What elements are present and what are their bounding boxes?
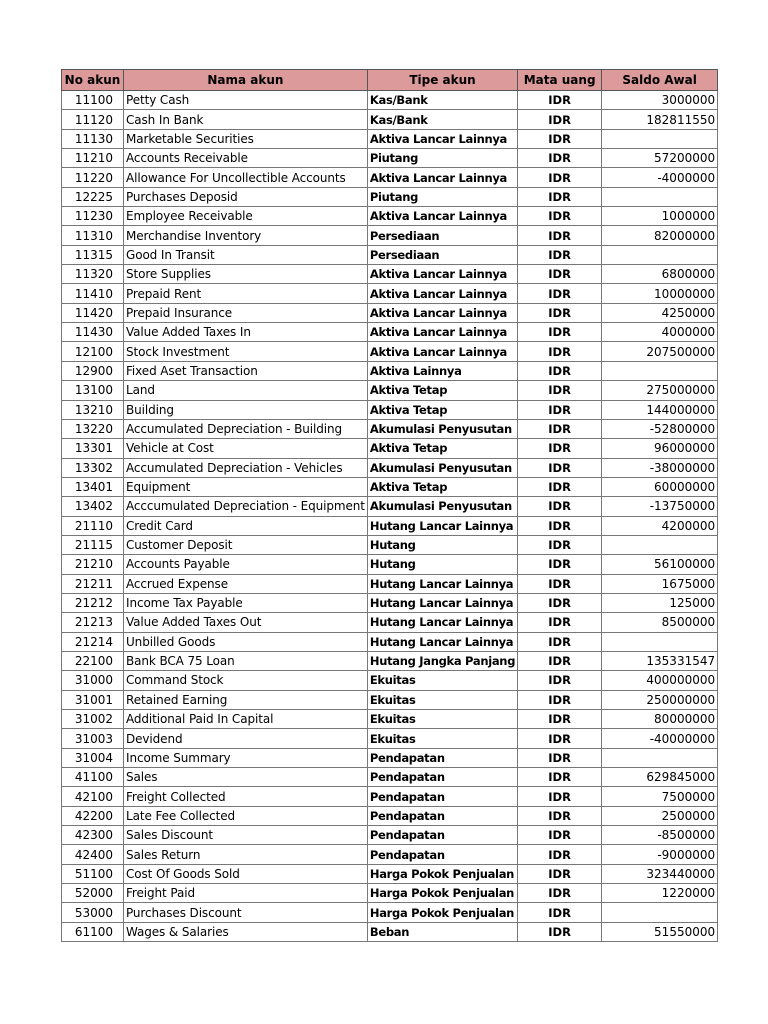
cell-tipe-akun: Aktiva Lancar Lainnya	[367, 323, 517, 342]
cell-saldo-awal: 629845000	[602, 768, 718, 787]
cell-nama-akun: Land	[124, 381, 368, 400]
cell-nama-akun: Employee Receivable	[124, 207, 368, 226]
cell-saldo-awal: 250000000	[602, 690, 718, 709]
cell-tipe-akun: Pendapatan	[367, 845, 517, 864]
cell-nama-akun: Merchandise Inventory	[124, 226, 368, 245]
cell-mata-uang: IDR	[518, 419, 602, 438]
cell-tipe-akun: Hutang	[367, 535, 517, 554]
cell-no-akun: 11210	[62, 149, 124, 168]
cell-mata-uang: IDR	[518, 149, 602, 168]
cell-mata-uang: IDR	[518, 671, 602, 690]
cell-nama-akun: Allowance For Uncollectible Accounts	[124, 168, 368, 187]
cell-tipe-akun: Pendapatan	[367, 826, 517, 845]
cell-saldo-awal	[602, 361, 718, 380]
table-row	[62, 632, 718, 651]
cell-saldo-awal: 6800000	[602, 265, 718, 284]
cell-tipe-akun: Persediaan	[367, 245, 517, 264]
cell-no-akun: 52000	[62, 884, 124, 903]
cell-tipe-akun: Akumulasi Penyusutan	[367, 497, 517, 516]
cell-mata-uang: IDR	[518, 690, 602, 709]
table-row	[62, 613, 718, 632]
cell-saldo-awal: 7500000	[602, 787, 718, 806]
cell-tipe-akun: Aktiva Lainnya	[367, 361, 517, 380]
cell-tipe-akun: Aktiva Lancar Lainnya	[367, 129, 517, 148]
cell-nama-akun: Devidend	[124, 729, 368, 748]
table-row	[62, 129, 718, 148]
cell-mata-uang: IDR	[518, 168, 602, 187]
table-body	[62, 91, 718, 942]
table-row	[62, 651, 718, 670]
cell-nama-akun: Additional Paid In Capital	[124, 710, 368, 729]
cell-mata-uang: IDR	[518, 884, 602, 903]
cell-mata-uang: IDR	[518, 400, 602, 419]
cell-tipe-akun: Beban	[367, 922, 517, 941]
header-tipe-akun: Tipe akun	[367, 70, 517, 91]
cell-mata-uang: IDR	[518, 651, 602, 670]
table-row	[62, 91, 718, 110]
cell-mata-uang: IDR	[518, 613, 602, 632]
cell-nama-akun: Unbilled Goods	[124, 632, 368, 651]
cell-tipe-akun: Aktiva Tetap	[367, 400, 517, 419]
header-no-akun: No akun	[62, 70, 124, 91]
cell-saldo-awal: 182811550	[602, 110, 718, 129]
table-row	[62, 826, 718, 845]
cell-mata-uang: IDR	[518, 458, 602, 477]
cell-tipe-akun: Harga Pokok Penjualan	[367, 884, 517, 903]
cell-no-akun: 51100	[62, 864, 124, 883]
cell-saldo-awal	[602, 748, 718, 767]
cell-saldo-awal	[602, 245, 718, 264]
cell-tipe-akun: Hutang Lancar Lainnya	[367, 632, 517, 651]
cell-mata-uang: IDR	[518, 439, 602, 458]
cell-no-akun: 11310	[62, 226, 124, 245]
cell-tipe-akun: Aktiva Lancar Lainnya	[367, 265, 517, 284]
cell-no-akun: 13302	[62, 458, 124, 477]
cell-nama-akun: Purchases Discount	[124, 903, 368, 922]
table-row	[62, 671, 718, 690]
cell-no-akun: 42100	[62, 787, 124, 806]
cell-no-akun: 11230	[62, 207, 124, 226]
cell-saldo-awal: -38000000	[602, 458, 718, 477]
table-row	[62, 245, 718, 264]
cell-tipe-akun: Pendapatan	[367, 787, 517, 806]
cell-nama-akun: Retained Earning	[124, 690, 368, 709]
cell-tipe-akun: Kas/Bank	[367, 110, 517, 129]
cell-no-akun: 31004	[62, 748, 124, 767]
cell-tipe-akun: Persediaan	[367, 226, 517, 245]
cell-nama-akun: Accounts Payable	[124, 555, 368, 574]
cell-saldo-awal	[602, 632, 718, 651]
cell-no-akun: 11420	[62, 303, 124, 322]
table-row	[62, 381, 718, 400]
header-nama-akun: Nama akun	[124, 70, 368, 91]
cell-saldo-awal: 56100000	[602, 555, 718, 574]
cell-no-akun: 12900	[62, 361, 124, 380]
cell-no-akun: 21210	[62, 555, 124, 574]
cell-mata-uang: IDR	[518, 922, 602, 941]
table-row	[62, 748, 718, 767]
cell-saldo-awal: 60000000	[602, 477, 718, 496]
cell-no-akun: 13401	[62, 477, 124, 496]
cell-mata-uang: IDR	[518, 361, 602, 380]
cell-no-akun: 31003	[62, 729, 124, 748]
cell-mata-uang: IDR	[518, 574, 602, 593]
table-row	[62, 149, 718, 168]
cell-mata-uang: IDR	[518, 593, 602, 612]
cell-no-akun: 42300	[62, 826, 124, 845]
cell-tipe-akun: Hutang Lancar Lainnya	[367, 613, 517, 632]
cell-nama-akun: Marketable Securities	[124, 129, 368, 148]
cell-no-akun: 42400	[62, 845, 124, 864]
cell-saldo-awal: -8500000	[602, 826, 718, 845]
table-row	[62, 903, 718, 922]
cell-mata-uang: IDR	[518, 284, 602, 303]
cell-no-akun: 31000	[62, 671, 124, 690]
cell-saldo-awal: 80000000	[602, 710, 718, 729]
header-row	[62, 70, 718, 91]
table-row	[62, 497, 718, 516]
table-row	[62, 806, 718, 825]
cell-tipe-akun: Aktiva Tetap	[367, 439, 517, 458]
cell-saldo-awal	[602, 187, 718, 206]
header-saldo-awal: Saldo Awal	[602, 70, 718, 91]
table-row	[62, 187, 718, 206]
cell-nama-akun: Sales	[124, 768, 368, 787]
cell-tipe-akun: Hutang Lancar Lainnya	[367, 593, 517, 612]
cell-tipe-akun: Harga Pokok Penjualan	[367, 903, 517, 922]
table-row	[62, 922, 718, 941]
cell-saldo-awal: 10000000	[602, 284, 718, 303]
cell-nama-akun: Store Supplies	[124, 265, 368, 284]
header-mata-uang: Mata uang	[518, 70, 602, 91]
table-row	[62, 768, 718, 787]
cell-no-akun: 11410	[62, 284, 124, 303]
cell-no-akun: 13402	[62, 497, 124, 516]
table-row	[62, 361, 718, 380]
cell-mata-uang: IDR	[518, 535, 602, 554]
cell-tipe-akun: Piutang	[367, 149, 517, 168]
cell-nama-akun: Bank BCA 75 Loan	[124, 651, 368, 670]
table-row	[62, 168, 718, 187]
cell-nama-akun: Cost Of Goods Sold	[124, 864, 368, 883]
table-row	[62, 516, 718, 535]
cell-mata-uang: IDR	[518, 129, 602, 148]
table-row	[62, 690, 718, 709]
cell-saldo-awal: 2500000	[602, 806, 718, 825]
cell-mata-uang: IDR	[518, 845, 602, 864]
cell-nama-akun: Freight Paid	[124, 884, 368, 903]
cell-tipe-akun: Akumulasi Penyusutan	[367, 458, 517, 477]
cell-nama-akun: Accrued Expense	[124, 574, 368, 593]
cell-saldo-awal: 4000000	[602, 323, 718, 342]
table-row	[62, 226, 718, 245]
cell-no-akun: 13301	[62, 439, 124, 458]
cell-saldo-awal	[602, 129, 718, 148]
cell-nama-akun: Petty Cash	[124, 91, 368, 110]
cell-mata-uang: IDR	[518, 768, 602, 787]
cell-mata-uang: IDR	[518, 303, 602, 322]
cell-no-akun: 13210	[62, 400, 124, 419]
cell-nama-akun: Credit Card	[124, 516, 368, 535]
table-row	[62, 400, 718, 419]
cell-nama-akun: Sales Discount	[124, 826, 368, 845]
cell-mata-uang: IDR	[518, 729, 602, 748]
cell-nama-akun: Purchases Deposid	[124, 187, 368, 206]
cell-tipe-akun: Aktiva Tetap	[367, 477, 517, 496]
cell-nama-akun: Income Tax Payable	[124, 593, 368, 612]
cell-tipe-akun: Aktiva Lancar Lainnya	[367, 284, 517, 303]
cell-saldo-awal: 207500000	[602, 342, 718, 361]
cell-no-akun: 21214	[62, 632, 124, 651]
cell-nama-akun: Accounts Receivable	[124, 149, 368, 168]
cell-nama-akun: Vehicle at Cost	[124, 439, 368, 458]
table-row	[62, 729, 718, 748]
cell-no-akun: 13220	[62, 419, 124, 438]
cell-mata-uang: IDR	[518, 710, 602, 729]
cell-tipe-akun: Aktiva Lancar Lainnya	[367, 207, 517, 226]
cell-mata-uang: IDR	[518, 748, 602, 767]
cell-tipe-akun: Aktiva Lancar Lainnya	[367, 303, 517, 322]
table-row	[62, 787, 718, 806]
cell-no-akun: 61100	[62, 922, 124, 941]
cell-nama-akun: Accumulated Depreciation - Building	[124, 419, 368, 438]
cell-mata-uang: IDR	[518, 381, 602, 400]
table-row	[62, 710, 718, 729]
cell-mata-uang: IDR	[518, 245, 602, 264]
cell-nama-akun: Wages & Salaries	[124, 922, 368, 941]
cell-saldo-awal: 1000000	[602, 207, 718, 226]
cell-mata-uang: IDR	[518, 903, 602, 922]
table-row	[62, 284, 718, 303]
cell-mata-uang: IDR	[518, 806, 602, 825]
cell-no-akun: 11220	[62, 168, 124, 187]
cell-tipe-akun: Akumulasi Penyusutan	[367, 419, 517, 438]
cell-no-akun: 11120	[62, 110, 124, 129]
cell-tipe-akun: Ekuitas	[367, 710, 517, 729]
cell-saldo-awal: -52800000	[602, 419, 718, 438]
cell-nama-akun: Fixed Aset Transaction	[124, 361, 368, 380]
cell-nama-akun: Cash In Bank	[124, 110, 368, 129]
cell-saldo-awal	[602, 903, 718, 922]
cell-tipe-akun: Hutang Jangka Panjang	[367, 651, 517, 670]
cell-mata-uang: IDR	[518, 497, 602, 516]
cell-no-akun: 21115	[62, 535, 124, 554]
cell-no-akun: 11100	[62, 91, 124, 110]
cell-no-akun: 12225	[62, 187, 124, 206]
cell-nama-akun: Late Fee Collected	[124, 806, 368, 825]
cell-saldo-awal: 1675000	[602, 574, 718, 593]
cell-saldo-awal: 96000000	[602, 439, 718, 458]
cell-mata-uang: IDR	[518, 91, 602, 110]
cell-mata-uang: IDR	[518, 826, 602, 845]
cell-saldo-awal: -40000000	[602, 729, 718, 748]
cell-tipe-akun: Pendapatan	[367, 806, 517, 825]
cell-saldo-awal: 3000000	[602, 91, 718, 110]
cell-tipe-akun: Hutang	[367, 555, 517, 574]
cell-tipe-akun: Harga Pokok Penjualan	[367, 864, 517, 883]
cell-no-akun: 22100	[62, 651, 124, 670]
accounts-table	[61, 69, 718, 942]
cell-no-akun: 11430	[62, 323, 124, 342]
cell-saldo-awal: 8500000	[602, 613, 718, 632]
cell-nama-akun: Command Stock	[124, 671, 368, 690]
cell-no-akun: 31002	[62, 710, 124, 729]
cell-nama-akun: Prepaid Rent	[124, 284, 368, 303]
table-row	[62, 477, 718, 496]
table-row	[62, 439, 718, 458]
cell-mata-uang: IDR	[518, 477, 602, 496]
table-row	[62, 864, 718, 883]
cell-no-akun: 13100	[62, 381, 124, 400]
cell-mata-uang: IDR	[518, 110, 602, 129]
table-row	[62, 884, 718, 903]
cell-mata-uang: IDR	[518, 787, 602, 806]
cell-no-akun: 42200	[62, 806, 124, 825]
cell-saldo-awal: 1220000	[602, 884, 718, 903]
cell-saldo-awal: -13750000	[602, 497, 718, 516]
cell-saldo-awal: -9000000	[602, 845, 718, 864]
cell-tipe-akun: Hutang Lancar Lainnya	[367, 516, 517, 535]
cell-mata-uang: IDR	[518, 342, 602, 361]
cell-nama-akun: Value Added Taxes Out	[124, 613, 368, 632]
cell-mata-uang: IDR	[518, 323, 602, 342]
table-row	[62, 593, 718, 612]
cell-tipe-akun: Aktiva Tetap	[367, 381, 517, 400]
cell-tipe-akun: Aktiva Lancar Lainnya	[367, 342, 517, 361]
cell-tipe-akun: Ekuitas	[367, 690, 517, 709]
table-row	[62, 110, 718, 129]
cell-nama-akun: Income Summary	[124, 748, 368, 767]
cell-tipe-akun: Ekuitas	[367, 671, 517, 690]
cell-mata-uang: IDR	[518, 265, 602, 284]
cell-mata-uang: IDR	[518, 226, 602, 245]
cell-mata-uang: IDR	[518, 207, 602, 226]
cell-saldo-awal	[602, 535, 718, 554]
cell-mata-uang: IDR	[518, 555, 602, 574]
table-row	[62, 845, 718, 864]
table-row	[62, 555, 718, 574]
table-row	[62, 535, 718, 554]
table-row	[62, 323, 718, 342]
table-row	[62, 419, 718, 438]
cell-tipe-akun: Pendapatan	[367, 768, 517, 787]
table-row	[62, 265, 718, 284]
cell-saldo-awal: 4200000	[602, 516, 718, 535]
cell-saldo-awal: -4000000	[602, 168, 718, 187]
cell-nama-akun: Equipment	[124, 477, 368, 496]
cell-no-akun: 11315	[62, 245, 124, 264]
cell-mata-uang: IDR	[518, 632, 602, 651]
cell-tipe-akun: Piutang	[367, 187, 517, 206]
table-row	[62, 342, 718, 361]
table-row	[62, 207, 718, 226]
cell-nama-akun: Value Added Taxes In	[124, 323, 368, 342]
cell-tipe-akun: Aktiva Lancar Lainnya	[367, 168, 517, 187]
cell-nama-akun: Sales Return	[124, 845, 368, 864]
cell-tipe-akun: Kas/Bank	[367, 91, 517, 110]
cell-nama-akun: Acccumulated Depreciation - Equipment	[124, 497, 368, 516]
cell-saldo-awal: 400000000	[602, 671, 718, 690]
cell-no-akun: 21212	[62, 593, 124, 612]
cell-nama-akun: Good In Transit	[124, 245, 368, 264]
cell-nama-akun: Prepaid Insurance	[124, 303, 368, 322]
cell-saldo-awal: 57200000	[602, 149, 718, 168]
cell-nama-akun: Freight Collected	[124, 787, 368, 806]
cell-tipe-akun: Pendapatan	[367, 748, 517, 767]
table-row	[62, 303, 718, 322]
cell-saldo-awal: 275000000	[602, 381, 718, 400]
cell-no-akun: 21211	[62, 574, 124, 593]
cell-saldo-awal: 135331547	[602, 651, 718, 670]
table-row	[62, 574, 718, 593]
cell-mata-uang: IDR	[518, 187, 602, 206]
cell-mata-uang: IDR	[518, 864, 602, 883]
cell-nama-akun: Accumulated Depreciation - Vehicles	[124, 458, 368, 477]
cell-nama-akun: Customer Deposit	[124, 535, 368, 554]
cell-saldo-awal: 82000000	[602, 226, 718, 245]
cell-no-akun: 21110	[62, 516, 124, 535]
cell-no-akun: 11320	[62, 265, 124, 284]
cell-no-akun: 12100	[62, 342, 124, 361]
cell-saldo-awal: 4250000	[602, 303, 718, 322]
cell-tipe-akun: Ekuitas	[367, 729, 517, 748]
cell-saldo-awal: 323440000	[602, 864, 718, 883]
cell-tipe-akun: Hutang Lancar Lainnya	[367, 574, 517, 593]
cell-no-akun: 41100	[62, 768, 124, 787]
cell-nama-akun: Stock Investment	[124, 342, 368, 361]
cell-saldo-awal: 144000000	[602, 400, 718, 419]
cell-no-akun: 31001	[62, 690, 124, 709]
cell-no-akun: 21213	[62, 613, 124, 632]
cell-nama-akun: Building	[124, 400, 368, 419]
cell-no-akun: 11130	[62, 129, 124, 148]
cell-saldo-awal: 125000	[602, 593, 718, 612]
cell-mata-uang: IDR	[518, 516, 602, 535]
cell-no-akun: 53000	[62, 903, 124, 922]
table-row	[62, 458, 718, 477]
cell-saldo-awal: 51550000	[602, 922, 718, 941]
